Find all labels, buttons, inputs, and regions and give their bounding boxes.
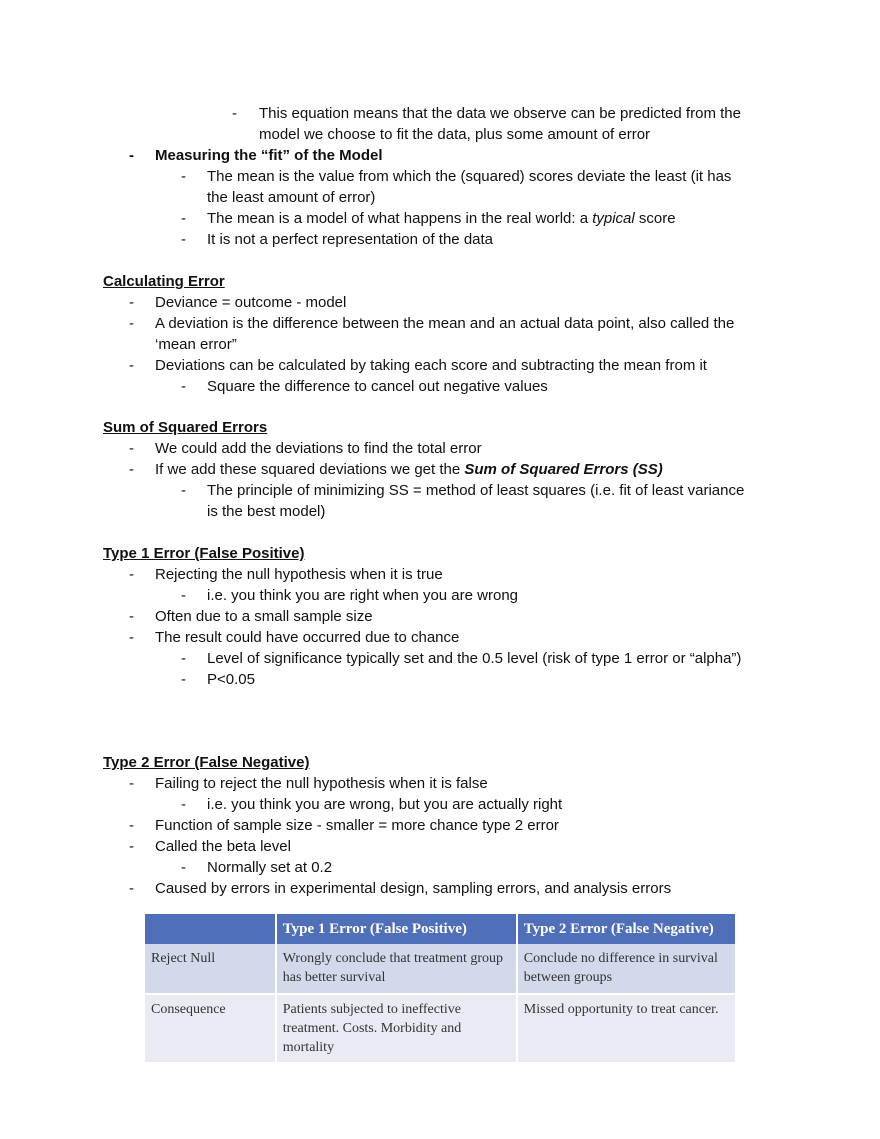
bullet-dash: -: [129, 566, 134, 583]
bullet-dash: -: [181, 378, 186, 395]
table-cell: Conclude no difference in survival between groups: [517, 944, 736, 994]
sse-bullet-2-text: If we add these squared deviations we get the: [155, 461, 465, 478]
sse-term: Sum of Squared Errors (SS): [464, 461, 663, 478]
intro-text-line2: model we choose to fit the data, plus some amount of error: [259, 126, 651, 143]
bullet-dash: -: [181, 168, 186, 185]
table-cell: Wrongly conclude that treatment group has better survival: [276, 944, 517, 994]
type1-bullet-3-sub1: Level of significance typically set and the 0.5 level (risk of type 1 error or “alpha”): [207, 650, 742, 667]
type2-bullet-4: Caused by errors in experimental design, sampling errors, and analysis errors: [155, 880, 672, 897]
bullet-dash: -: [181, 796, 186, 813]
bullet-dash: -: [129, 461, 134, 478]
calc-bullet-3-sub: Square the difference to cancel out negative values: [207, 378, 548, 395]
bullet-dash: -: [129, 315, 134, 332]
fit-bullet-1-line1: The mean is the value from which the (squared) scores deviate the least (it has: [207, 168, 732, 185]
table-cell: Missed opportunity to treat cancer.: [517, 994, 736, 1063]
bullet-dash: -: [129, 775, 134, 792]
sse-sub-line2: is the best model): [207, 503, 326, 520]
table-cell: Consequence: [145, 994, 276, 1063]
bullet-dash: -: [129, 817, 134, 834]
table-header-cell: Type 2 Error (False Negative): [517, 914, 736, 944]
calc-bullet-3: Deviations can be calculated by taking each score and subtracting the mean from it: [155, 357, 707, 374]
intro-text-line1: This equation means that the data we observe can be predicted from the: [259, 105, 741, 122]
calc-bullet-1: Deviance = outcome - model: [155, 294, 347, 311]
calc-heading: Calculating Error: [103, 273, 225, 290]
bullet-dash: -: [129, 629, 134, 646]
bullet-dash: -: [181, 482, 186, 499]
fit-bullet-1-line2: the least amount of error): [207, 189, 376, 206]
bullet-dash: -: [181, 587, 186, 604]
type1-bullet-3: The result could have occurred due to chance: [155, 629, 460, 646]
bullet-dash: -: [129, 880, 134, 897]
type1-bullet-1: Rejecting the null hypothesis when it is true: [155, 566, 443, 583]
sse-heading: Sum of Squared Errors: [103, 419, 268, 436]
bullet-dash: -: [129, 294, 134, 311]
fit-bullet-2-end: score: [634, 210, 676, 227]
sse-sub-line1: The principle of minimizing SS = method of least squares (i.e. fit of least variance: [207, 482, 745, 499]
type1-bullet-3-sub2: P<0.05: [207, 671, 255, 688]
calc-bullet-2-line1: A deviation is the difference between the mean and an actual data point, also called the: [155, 315, 735, 332]
fit-bullet-3: It is not a perfect representation of the data: [207, 231, 494, 248]
type2-bullet-2: Function of sample size - smaller = more chance type 2 error: [155, 817, 559, 834]
type2-bullet-1: Failing to reject the null hypothesis when it is false: [155, 775, 488, 792]
bullet-dash: -: [181, 210, 186, 227]
bullet-dash: -: [181, 231, 186, 248]
fit-bullet-2-italic: typical: [592, 210, 635, 227]
type2-bullet-3-sub: Normally set at 0.2: [207, 859, 333, 876]
bullet-dash: -: [181, 650, 186, 667]
table-cell: Patients subjected to ineffective treatment. Costs. Morbidity and mortality: [276, 994, 517, 1063]
bullet-dash: -: [129, 440, 134, 457]
bullet-dash: -: [129, 147, 134, 164]
bullet-dash: -: [181, 671, 186, 688]
type1-bullet-1-sub: i.e. you think you are right when you are wrong: [207, 587, 519, 604]
sse-bullet-2: [155, 459, 663, 480]
fit-bullet-2-text: The mean is a model of what happens in the real world: a: [207, 210, 593, 227]
type1-bullet-2: Often due to a small sample size: [155, 608, 373, 625]
type2-bullet-1-sub: i.e. you think you are wrong, but you are actually right: [207, 796, 563, 813]
table-cell: Reject Null: [145, 944, 276, 994]
bullet-dash: -: [181, 859, 186, 876]
bullet-dash: -: [232, 105, 237, 122]
table-header-cell: Type 1 Error (False Positive): [276, 914, 517, 944]
bullet-dash: -: [129, 838, 134, 855]
table-row: [145, 994, 736, 1063]
table-header-row: [145, 914, 736, 944]
type2-bullet-3: Called the beta level: [155, 838, 291, 855]
sse-bullet-1: We could add the deviations to find the total error: [155, 440, 482, 457]
fit-title: Measuring the “fit” of the Model: [155, 147, 383, 164]
fit-bullet-2: [207, 208, 676, 229]
table-header-cell: [145, 914, 276, 944]
type1-heading: Type 1 Error (False Positive): [103, 545, 305, 562]
type2-heading: Type 2 Error (False Negative): [103, 754, 310, 771]
bullet-dash: -: [129, 357, 134, 374]
error-comparison-table: [145, 914, 737, 1064]
calc-bullet-2-line2: ‘mean error”: [155, 336, 237, 353]
bullet-dash: -: [129, 608, 134, 625]
table-row: [145, 944, 736, 994]
